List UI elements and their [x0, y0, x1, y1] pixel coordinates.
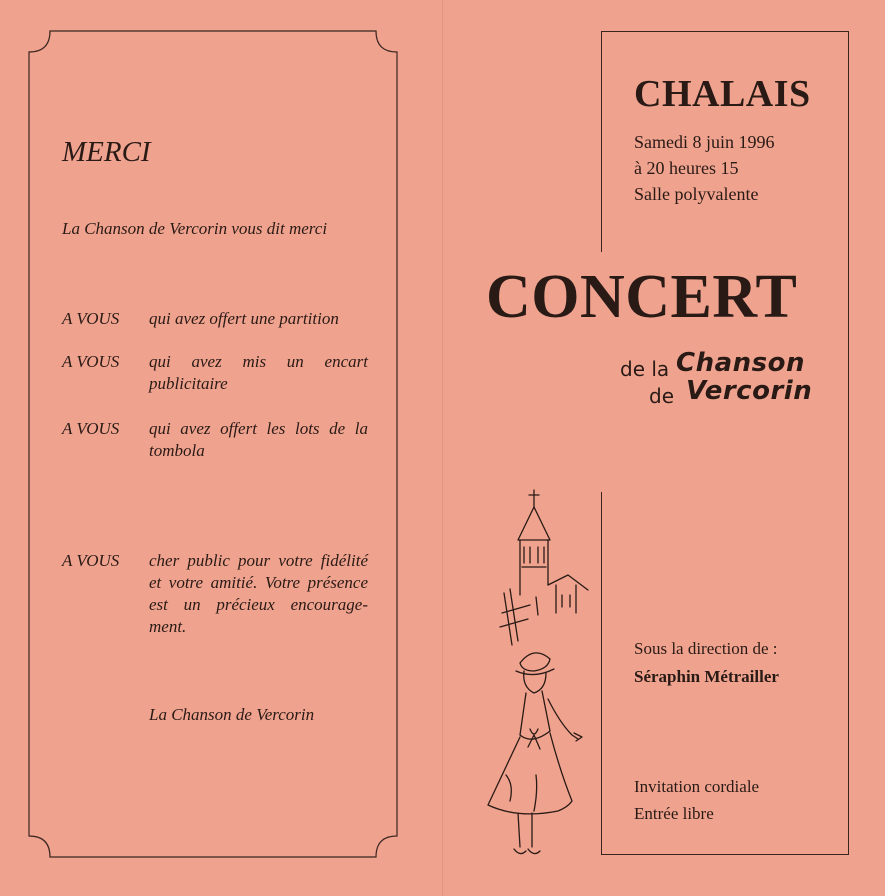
- thanks-intro: La Chanson de Vercorin vous dit merci: [62, 219, 328, 238]
- direction-label: Sous la direction de :: [634, 639, 778, 658]
- thanks-recipient: A VOUS: [62, 419, 120, 438]
- right-panel-frame: [601, 31, 849, 855]
- event-time: à 20 heures 15: [634, 158, 739, 178]
- thanks-reason: qui avez mis un encart publicitaire: [149, 352, 368, 393]
- thanks-recipient: A VOUS: [62, 352, 120, 371]
- concert-headline: CONCERT: [486, 262, 801, 332]
- event-venue: Salle polyvalente: [634, 184, 759, 204]
- thanks-recipient: A VOUS: [62, 551, 120, 570]
- event-date: Samedi 8 juin 1996: [634, 132, 775, 152]
- church-and-girl-illustration: [478, 485, 603, 865]
- entry-text: Entrée libre: [634, 804, 714, 823]
- thanks-recipient: A VOUS: [62, 309, 120, 328]
- fold-line: [442, 0, 443, 896]
- choir-logo: [616, 338, 826, 418]
- left-signature: La Chanson de Vercorin: [149, 705, 315, 724]
- logo-prefix-2: de: [649, 384, 674, 408]
- thanks-reason: qui avez offert les lots de la tombola: [149, 419, 368, 460]
- city-title: CHALAIS: [634, 73, 811, 115]
- director-name: Séraphin Métrailler: [634, 667, 779, 686]
- thanks-reason: cher public pour votre fidélité et votre amitié. Votre présence est un précieux encourage-ment.: [149, 551, 368, 636]
- merci-title: MERCI: [62, 136, 151, 168]
- logo-name-1: Chanson: [676, 348, 805, 378]
- logo-name-2: Vercorin: [686, 376, 813, 406]
- thanks-reason: qui avez offert une partition: [149, 309, 339, 328]
- logo-prefix-1: de la: [620, 357, 670, 381]
- invitation-text: Invitation cordiale: [634, 777, 760, 796]
